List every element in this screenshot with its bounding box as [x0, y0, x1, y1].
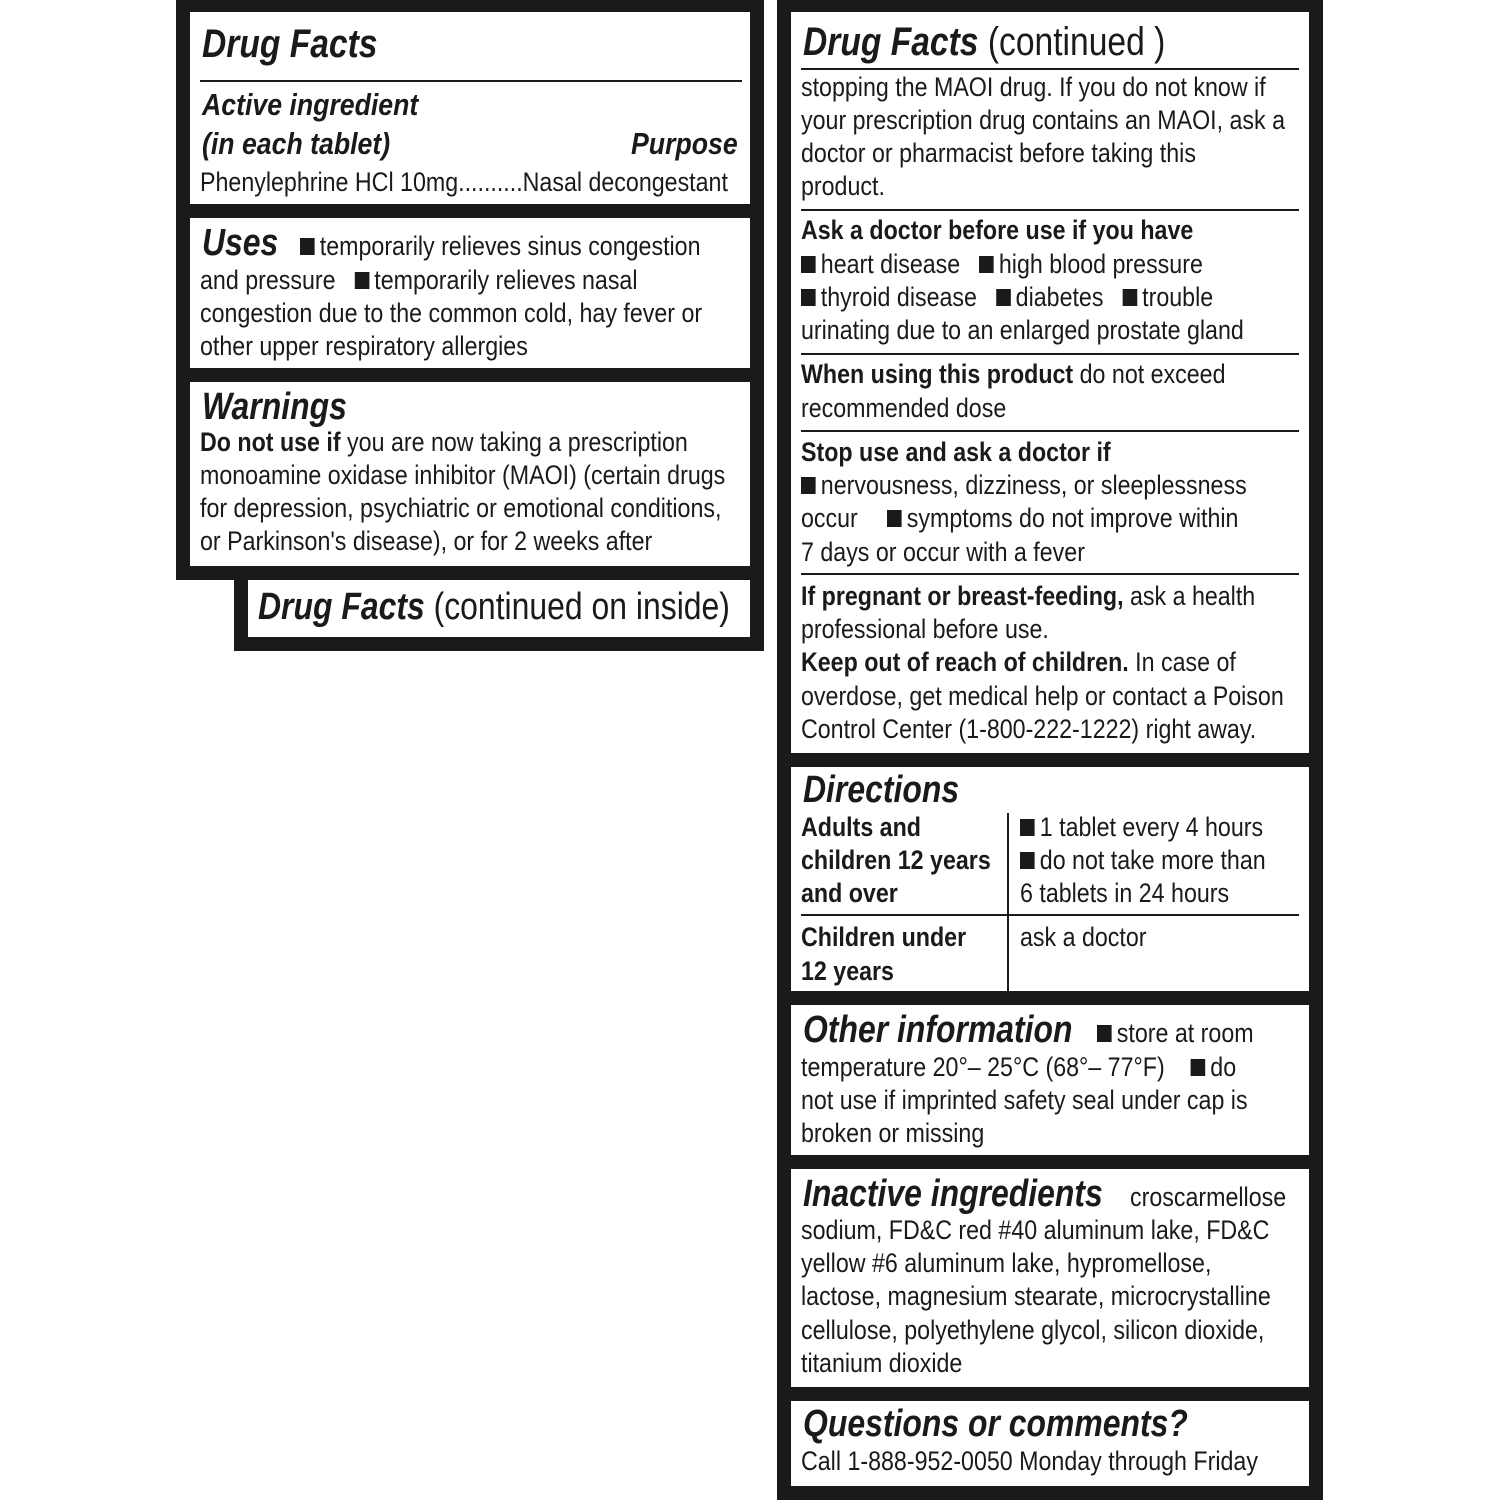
- directions-column-rule: [1007, 813, 1009, 991]
- adults-label-3: and over: [801, 878, 898, 908]
- when-using-line: When using this product do not exceed: [801, 359, 1226, 389]
- adults-value-1: 1 tablet every 4 hours: [1020, 811, 1263, 844]
- keep-out-line-3: Control Center (1-800-222-1222) right away.: [801, 714, 1257, 744]
- keep-out-line-2: overdose, get medical help or contact a Poison: [801, 681, 1284, 711]
- bullet-square-icon: [300, 238, 315, 255]
- maoi-line-4: product.: [801, 171, 885, 201]
- bullet-square-icon: [887, 510, 902, 527]
- bullet-square-icon: [801, 289, 816, 306]
- questions-phone-line: Call 1-888-952-0050 Monday through Friday: [801, 1446, 1258, 1476]
- divider: [801, 353, 1299, 355]
- bullet-square-icon: [354, 272, 369, 289]
- active-sub: (in each tablet): [202, 126, 391, 161]
- warnings-line-3: for depression, psychiatric or emotional conditions,: [200, 493, 722, 523]
- inactive-line-4: lactose, magnesium stearate, microcrystalline: [801, 1281, 1271, 1311]
- bullet-square-icon: [1020, 819, 1035, 836]
- inactive-heading: Inactive ingredients: [803, 1173, 1103, 1215]
- other-line-1: store at room: [1097, 1017, 1254, 1050]
- uses-heading: Uses: [202, 222, 279, 264]
- right-top-section: [791, 12, 1309, 753]
- page-title: Drug Facts: [202, 22, 378, 66]
- other-line-2: temperature 20°– 25°C (68°– 77°F) do: [801, 1052, 1237, 1082]
- bullet-square-icon: [1020, 852, 1035, 869]
- ask-line-2: thyroid disease diabetes trouble: [801, 281, 1213, 314]
- adults-value-3: 6 tablets in 24 hours: [1020, 878, 1230, 908]
- title-section: [190, 12, 750, 204]
- directions-heading: Directions: [803, 769, 960, 811]
- maoi-line-2: your prescription drug contains an MAOI, ask a: [801, 105, 1285, 135]
- inactive-line-1: croscarmellose: [1130, 1182, 1287, 1212]
- inactive-line-5: cellulose, polyethylene glycol, silicon dioxide,: [801, 1315, 1265, 1345]
- warnings-section: [190, 382, 750, 566]
- active-heading: Active ingredient: [202, 87, 419, 122]
- children-value: ask a doctor: [1020, 922, 1147, 952]
- continued-inside-box: [248, 580, 750, 637]
- continued-inside-label: Drug Facts (continued on inside): [258, 586, 730, 628]
- children-label-2: 12 years: [801, 956, 894, 986]
- stop-use-heading: Stop use and ask a doctor if: [801, 437, 1111, 467]
- bullet-square-icon: [979, 256, 994, 273]
- stop-line-1: nervousness, dizziness, or sleeplessness: [801, 469, 1247, 502]
- inactive-line-2: sodium, FD&C red #40 aluminum lake, FD&C: [801, 1215, 1270, 1245]
- pregnant-tail: professional before use.: [801, 614, 1049, 644]
- questions-section: [791, 1401, 1309, 1486]
- other-line-3: not use if imprinted safety seal under cap is: [801, 1085, 1248, 1115]
- active-ingredient-line: Phenylephrine HCl 10mg..........Nasal decongestant: [200, 167, 728, 197]
- adults-label-2: children 12 years: [801, 845, 991, 875]
- purpose-heading: Purpose: [631, 126, 738, 161]
- uses-line-4: other upper respiratory allergies: [200, 331, 528, 361]
- ask-line-1: heart disease high blood pressure: [801, 248, 1203, 281]
- questions-heading: Questions or comments?: [803, 1403, 1188, 1445]
- warnings-line-4: or Parkinson's disease), or for 2 weeks after: [200, 526, 653, 556]
- adults-label-1: Adults and: [801, 812, 921, 842]
- stop-line-2: occur symptoms do not improve within: [801, 503, 1239, 533]
- divider: [801, 209, 1299, 211]
- keep-out-line: Keep out of reach of children. In case of: [801, 647, 1236, 677]
- divider: [801, 573, 1299, 575]
- adults-value-2: do not take more than: [1020, 844, 1266, 877]
- other-info-section: [791, 1005, 1309, 1155]
- other-line-4: broken or missing: [801, 1118, 985, 1148]
- inactive-line-3: yellow #6 aluminum lake, hypromellose,: [801, 1248, 1212, 1278]
- other-info-heading: Other information: [803, 1009, 1073, 1051]
- when-using-tail: recommended dose: [801, 393, 1007, 423]
- warnings-line-2: monoamine oxidase inhibitor (MAOI) (certain drugs: [200, 460, 726, 490]
- maoi-line-1: stopping the MAOI drug. If you do not know if: [801, 72, 1266, 102]
- directions-section: [791, 767, 1309, 991]
- right-title: Drug Facts (continued ): [803, 20, 1166, 64]
- uses-section: [190, 218, 750, 368]
- bullet-square-icon: [1097, 1025, 1112, 1042]
- ask-line-3: urinating due to an enlarged prostate gland: [801, 315, 1244, 345]
- bullet-square-icon: [801, 256, 816, 273]
- ask-doctor-heading: Ask a doctor before use if you have: [801, 215, 1194, 245]
- directions-row-rule: [801, 914, 1299, 916]
- title-rule: [200, 80, 742, 82]
- pregnant-line: If pregnant or breast-feeding, ask a health: [801, 581, 1256, 611]
- warnings-line-1: Do not use if you are now taking a prescription: [200, 427, 688, 457]
- inactive-section: [791, 1169, 1309, 1387]
- uses-line-2: and pressure temporarily relieves nasal: [200, 265, 638, 295]
- inactive-line-6: titanium dioxide: [801, 1348, 963, 1378]
- bullet-square-icon: [996, 289, 1011, 306]
- children-label-1: Children under: [801, 922, 967, 952]
- uses-line-1: temporarily relieves sinus congestion: [300, 230, 701, 263]
- warnings-heading: Warnings: [202, 386, 347, 428]
- maoi-line-3: doctor or pharmacist before taking this: [801, 138, 1196, 168]
- bullet-square-icon: [1190, 1059, 1205, 1076]
- divider: [801, 430, 1299, 432]
- bullet-square-icon: [1122, 289, 1137, 306]
- stop-line-3: 7 days or occur with a fever: [801, 537, 1085, 567]
- uses-line-3: congestion due to the common cold, hay fever or: [200, 298, 703, 328]
- bullet-square-icon: [801, 477, 816, 494]
- right-title-rule: [801, 68, 1299, 70]
